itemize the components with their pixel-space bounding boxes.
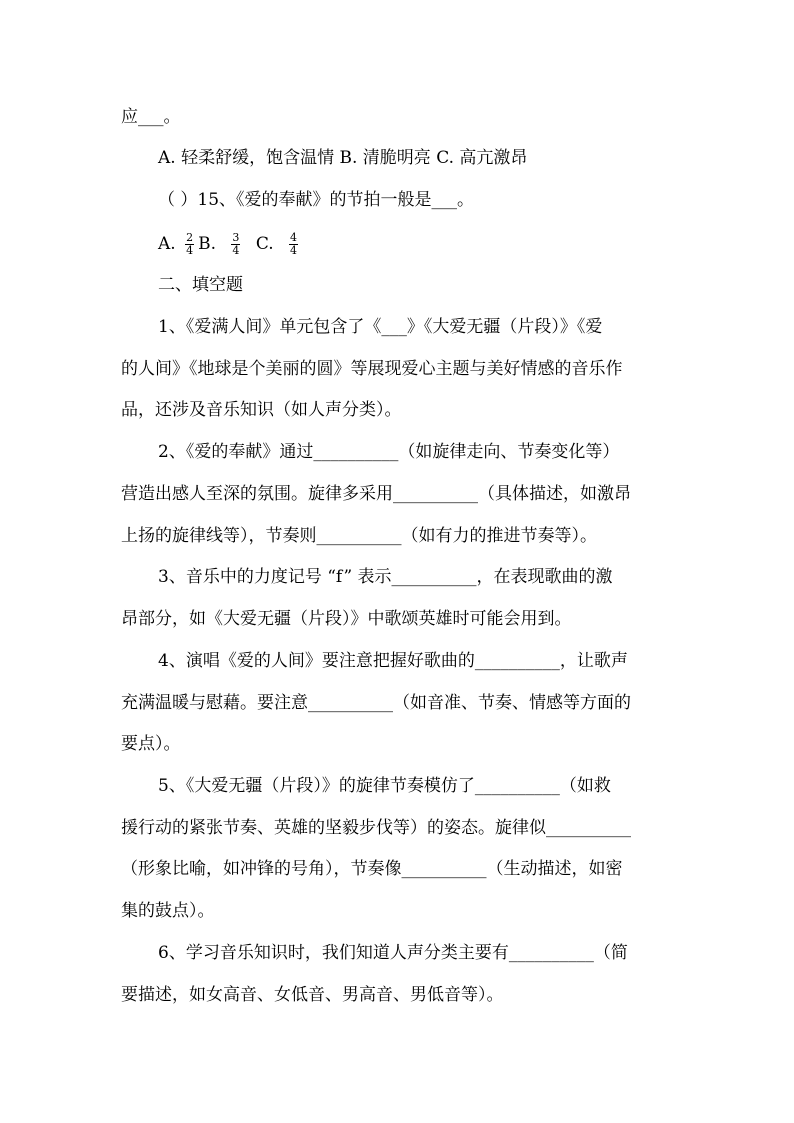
text-line: 2、《爱的奉献》通过__________（如旋律走向、节奏变化等） [158, 442, 620, 462]
text-line: （形象比喻，如冲锋的号角），节奏像__________（生动描述，如密 [121, 859, 623, 879]
q14-options: A. 轻柔舒缓，饱含温情 B. 清脆明亮 C. 高亢激昂 [158, 148, 528, 168]
text-line: 援行动的紧张节奏、英雄的坚毅步伐等）的姿态。旋律似__________ [121, 818, 631, 838]
text-line: 1、《爱满人间》单元包含了《___》《大爱无疆（片段）》《爱 [158, 317, 603, 337]
text-line: 应___。 [121, 107, 181, 127]
section-heading: 二、填空题 [158, 275, 243, 295]
option-a-label: A. [158, 234, 176, 254]
text-line: 6、学习音乐知识时，我们知道人声分类主要有__________（简 [158, 943, 628, 963]
text-line: 集的鼓点）。 [121, 901, 215, 921]
text-line: 昂部分，如《大爱无疆（片段）》中歌颂英雄时可能会用到。 [121, 609, 572, 629]
text-line: 的人间》《地球是个美丽的圆》等展现爱心主题与美好情感的音乐作 [121, 359, 623, 379]
fraction-numerator: 4 [290, 231, 298, 244]
fraction-denominator: 4 [186, 244, 194, 257]
text-line: 4、演唱《爱的人间》要注意把握好歌曲的__________，让歌声 [158, 651, 628, 671]
fraction-numerator: 3 [232, 231, 240, 244]
q15-question: （ ）15、《爱的奉献》的节拍一般是___。 [158, 190, 475, 210]
text-line: 上扬的旋律线等），节奏则__________（如有力的推进节奏等）。 [121, 526, 597, 546]
text-line: 营造出感人至深的氛围。旋律多采用__________（具体描述，如激昂 [121, 484, 631, 504]
text-line: 要点）。 [121, 734, 181, 754]
fraction-denominator: 4 [290, 244, 298, 257]
text-line: 5、《大爱无疆（片段）》的旋律节奏模仿了__________（如救 [158, 776, 611, 796]
fraction-2-4 [185, 232, 194, 257]
fraction-denominator: 4 [232, 244, 240, 257]
option-b-label: B. [198, 234, 216, 254]
option-c-label: C. [255, 234, 274, 254]
text-line: 要描述，如女高音、女低音、男高音、男低音等）。 [121, 985, 504, 1005]
fraction-4-4 [289, 232, 298, 257]
fraction-numerator: 2 [186, 231, 194, 244]
text-line: 充满温暖与慰藉。要注意__________（如音准、节奏、情感等方面的 [121, 693, 631, 713]
text-line: 品，还涉及音乐知识（如人声分类）。 [121, 400, 402, 420]
q15-options [158, 232, 302, 257]
fraction-3-4 [231, 232, 240, 257]
text-line: 3、音乐中的力度记号 “f” 表示__________，在表现歌曲的激 [158, 567, 613, 587]
